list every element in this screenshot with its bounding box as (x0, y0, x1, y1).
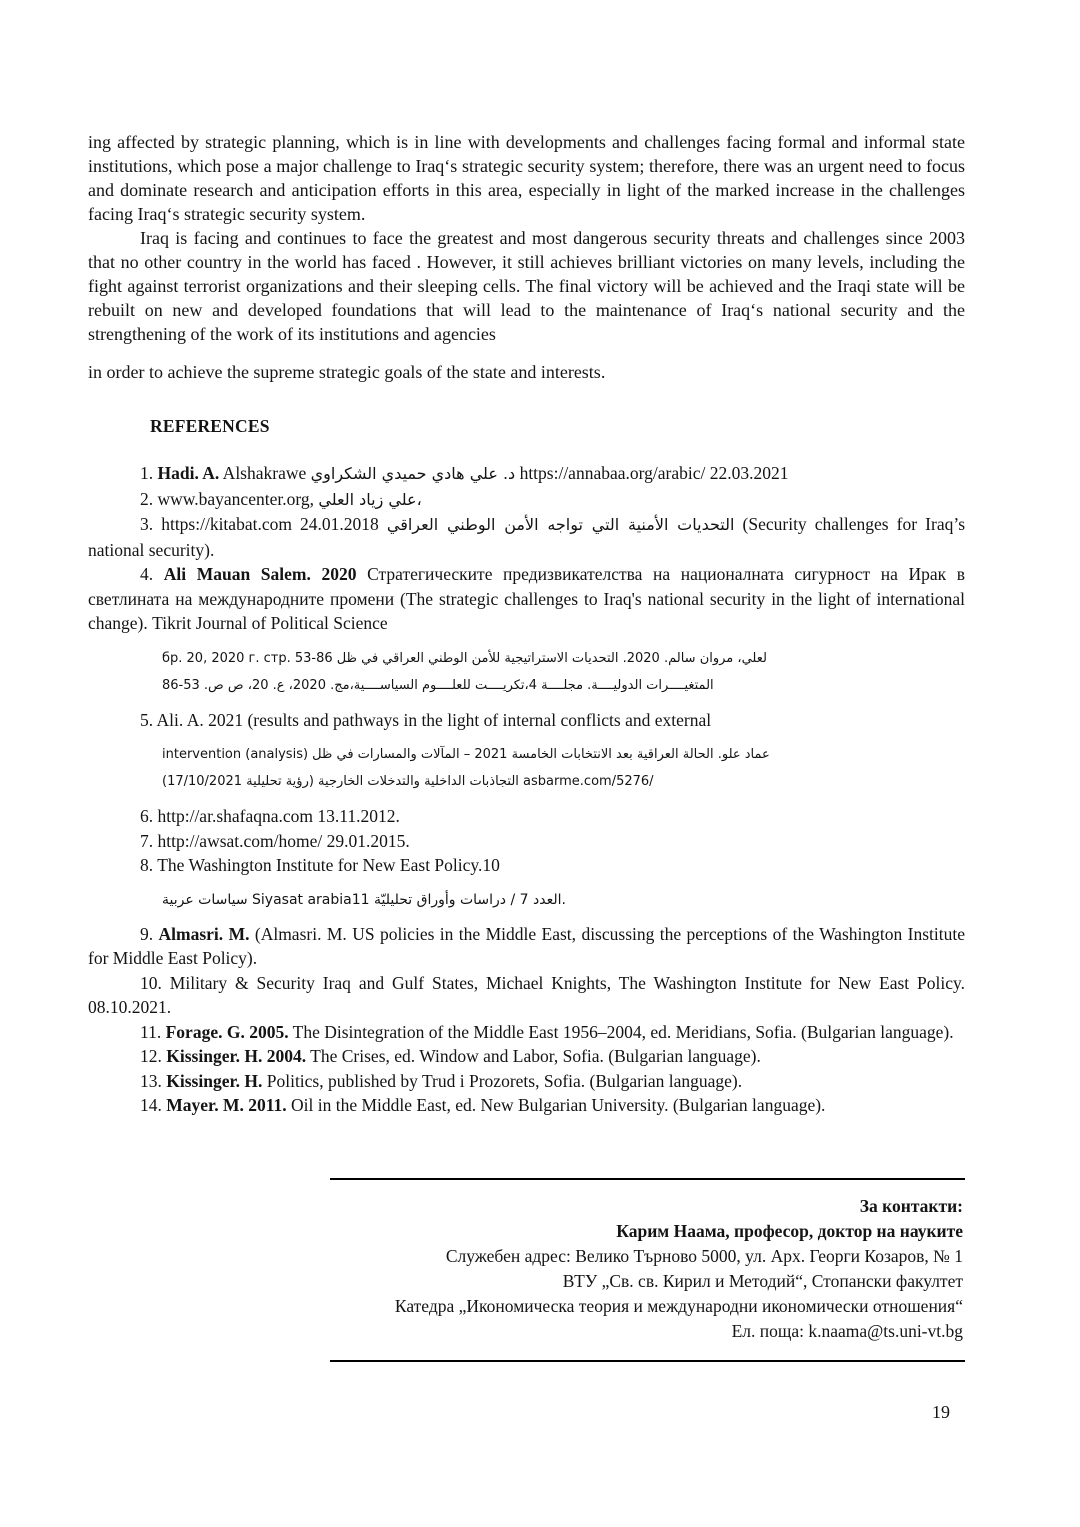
reference-5-arabic-note-line-2: (التجاذبات الداخلية والتدخلات الخارجية (رؤية تحليلية 17/10/2021 asbarme.com/5276/ (162, 774, 654, 789)
contact-heading: За контакти: (859, 1195, 963, 1216)
contact-name: Карим Наама, професор, доктор на науките (616, 1220, 963, 1241)
contact-block (330, 1178, 965, 1362)
contact-university: ВТУ „Св. св. Кирил и Методий“, Стопански факултет (562, 1270, 963, 1291)
reference-text: (Almasri. M. US policies in the Middle East, discussing the perceptions of the Washington Institute for Middle East Policy). (88, 923, 965, 968)
reference-arabic-text: علي زياد العلي، (318, 489, 422, 509)
reference-author: Almasri. M. (158, 923, 250, 944)
reference-4-arabic-note-line-1: бр. 20, 2020 г. стр. 53-86 لعلي، مروان سالم. 2020. التحديات الاستراتيجية للأمن الوطني العراقي في ظل (162, 650, 767, 666)
reference-arabic-text: د. علي هادي حميدي الشكراوي (310, 464, 516, 483)
reference-arabic-text: التحديات الأمنية التي تواجه الأمن الوطني العراقي (386, 515, 735, 534)
reference-author: Ali Mauan Salem. 2020 (163, 564, 357, 584)
reference-number: 11. (140, 1021, 166, 1042)
reference-url-text: https://kitabat.com (161, 514, 301, 534)
contact-address: Служебен адрес: Велико Търново 5000, ул. Арх. Георги Козаров, № 1 (445, 1245, 963, 1266)
reference-number: 8. (140, 855, 158, 875)
reference-item-6 (88, 804, 965, 829)
reference-number: 7. (140, 830, 158, 851)
page-content (88, 130, 965, 1362)
reference-text: The Crises, ed. Window and Labor, Sofia. (Bulgarian language). (306, 1046, 761, 1066)
reference-number: 12. (140, 1046, 167, 1066)
body-paragraph-2: Iraq is facing and continues to face the greatest and most dangerous security threats and challenges since 2003 that no other country in the world has faced . However, it still achieves brilliant victories on many levels, including the fight against terrorist organizations and their sleeping cells. The final victory will be achieved and the Iraqi state will be rebuilt on new and developed foundations that will lead to the maintenance of Iraq‘s national security and the strengthening of the work of its institutions and agencies (88, 228, 965, 344)
reference-url-text: https://annabaa.org/arabic/ 22.03.2021 (515, 463, 789, 483)
reference-4-arabic-note-line-2: المتغيــــرات الدوليــــة. مجلــــة 4،تكريــــت للعلــــوم السياســــية،مج. 2020، ع. 20، ص ص. 53-86 (162, 677, 714, 693)
reference-url-text: www.bayancenter.org, (157, 488, 319, 509)
reference-url-text: http://ar.shafaqna.com 13.11.2012. (157, 806, 400, 826)
reference-author: Hadi. A. (157, 463, 220, 483)
reference-number: 6. (140, 806, 158, 826)
reference-text: The Washington Institute for New East Policy.10 (157, 855, 500, 875)
reference-number: 1. (140, 463, 158, 483)
reference-author: Kissinger. H. (166, 1070, 263, 1091)
reference-number: 13. (140, 1070, 167, 1091)
reference-item-1 (88, 461, 965, 487)
reference-number: 3. (140, 514, 162, 534)
reference-text: Oil in the Middle East, ed. New Bulgarian University. (Bulgarian language). (286, 1095, 826, 1115)
reference-5-arabic-note-line-1: intervention (analysis) عماد علو. الحالة العراقية بعد الانتخابات الخامسة 2021 – المآلات والمسارات في ظل (162, 747, 770, 762)
reference-item-8 (88, 853, 965, 878)
body-paragraph-3: in order to achieve the supreme strategic goals of the state and interests. (88, 362, 606, 382)
reference-number: 5. (140, 709, 157, 730)
reference-author: Mayer. M. 2011. (166, 1095, 287, 1115)
reference-item-14 (88, 1093, 965, 1118)
page-number: 19 (932, 1402, 950, 1422)
reference-item-2 (88, 487, 965, 513)
reference-item-5 (88, 708, 965, 733)
reference-number: 4. (140, 564, 164, 584)
reference-item-12 (88, 1044, 965, 1069)
reference-text: Military & Security Iraq and Gulf States, Michael Knights, The Washington Institute for New East Policy. 08.10.2021. (88, 972, 966, 1017)
contact-email: Ел. поща: k.naama@ts.uni-vt.bg (731, 1320, 963, 1341)
references-list (88, 461, 965, 1118)
body-paragraph-1: ing affected by strategic planning, which is in line with developments and challenges facing formal and informal state institutions, which pose a major challenge to Iraq‘s strategic security system; therefore, there was an urgent need to focus and dominate research and anticipation efforts in this area, especially in light of the marked increase in the challenges facing Iraq‘s strategic security system. (88, 132, 965, 224)
references-heading: REFERENCES (150, 416, 270, 436)
reference-text: Ali. A. 2021 (results and pathways in the light of internal conflicts and external (156, 709, 712, 730)
contact-department: Катедра „Икономическа теория и международни икономически отношения“ (394, 1295, 963, 1316)
reference-number: 2. (140, 488, 158, 509)
reference-text: Alshakrawe (219, 463, 311, 483)
reference-text: The Disintegration of the Middle East 1956–2004, ed. Meridians, Sofia. (Bulgarian language). (288, 1021, 954, 1042)
reference-item-7 (88, 829, 965, 854)
reference-number: 10. (140, 972, 170, 993)
reference-item-3 (88, 512, 965, 562)
reference-item-10 (88, 971, 965, 1020)
siyasat-arabia-note: سياسات عربية Siyasat arabia11 العدد 7 / دراسات وأوراق تحليليّة. (162, 891, 566, 908)
reference-item-13 (88, 1069, 965, 1094)
reference-number: 14. (140, 1095, 167, 1115)
reference-item-9 (88, 922, 965, 971)
reference-5-arabic-note (162, 741, 965, 795)
reference-number: 9. (140, 923, 159, 944)
reference-text: Politics, published by Trud i Prozorets, Sofia. (Bulgarian language). (262, 1070, 743, 1091)
reference-text: Стратегическите предизвикателства на националната сигурност на Ирак в светлината на международните промени (The strategic challenges to Iraq's national security in the light of international change). Tikrit Journal of Political Science (88, 564, 965, 633)
reference-4-arabic-note (162, 645, 965, 699)
reference-author: Forage. G. 2005. (165, 1021, 289, 1042)
reference-item-4 (88, 562, 965, 636)
reference-author: Kissinger. H. 2004. (166, 1046, 307, 1066)
reference-text: 24.01.2018 (Security challenges for Iraq’s national security). (88, 514, 966, 560)
reference-item-11 (88, 1020, 965, 1045)
reference-url-text: http://awsat.com/home/ 29.01.2015. (157, 830, 410, 851)
